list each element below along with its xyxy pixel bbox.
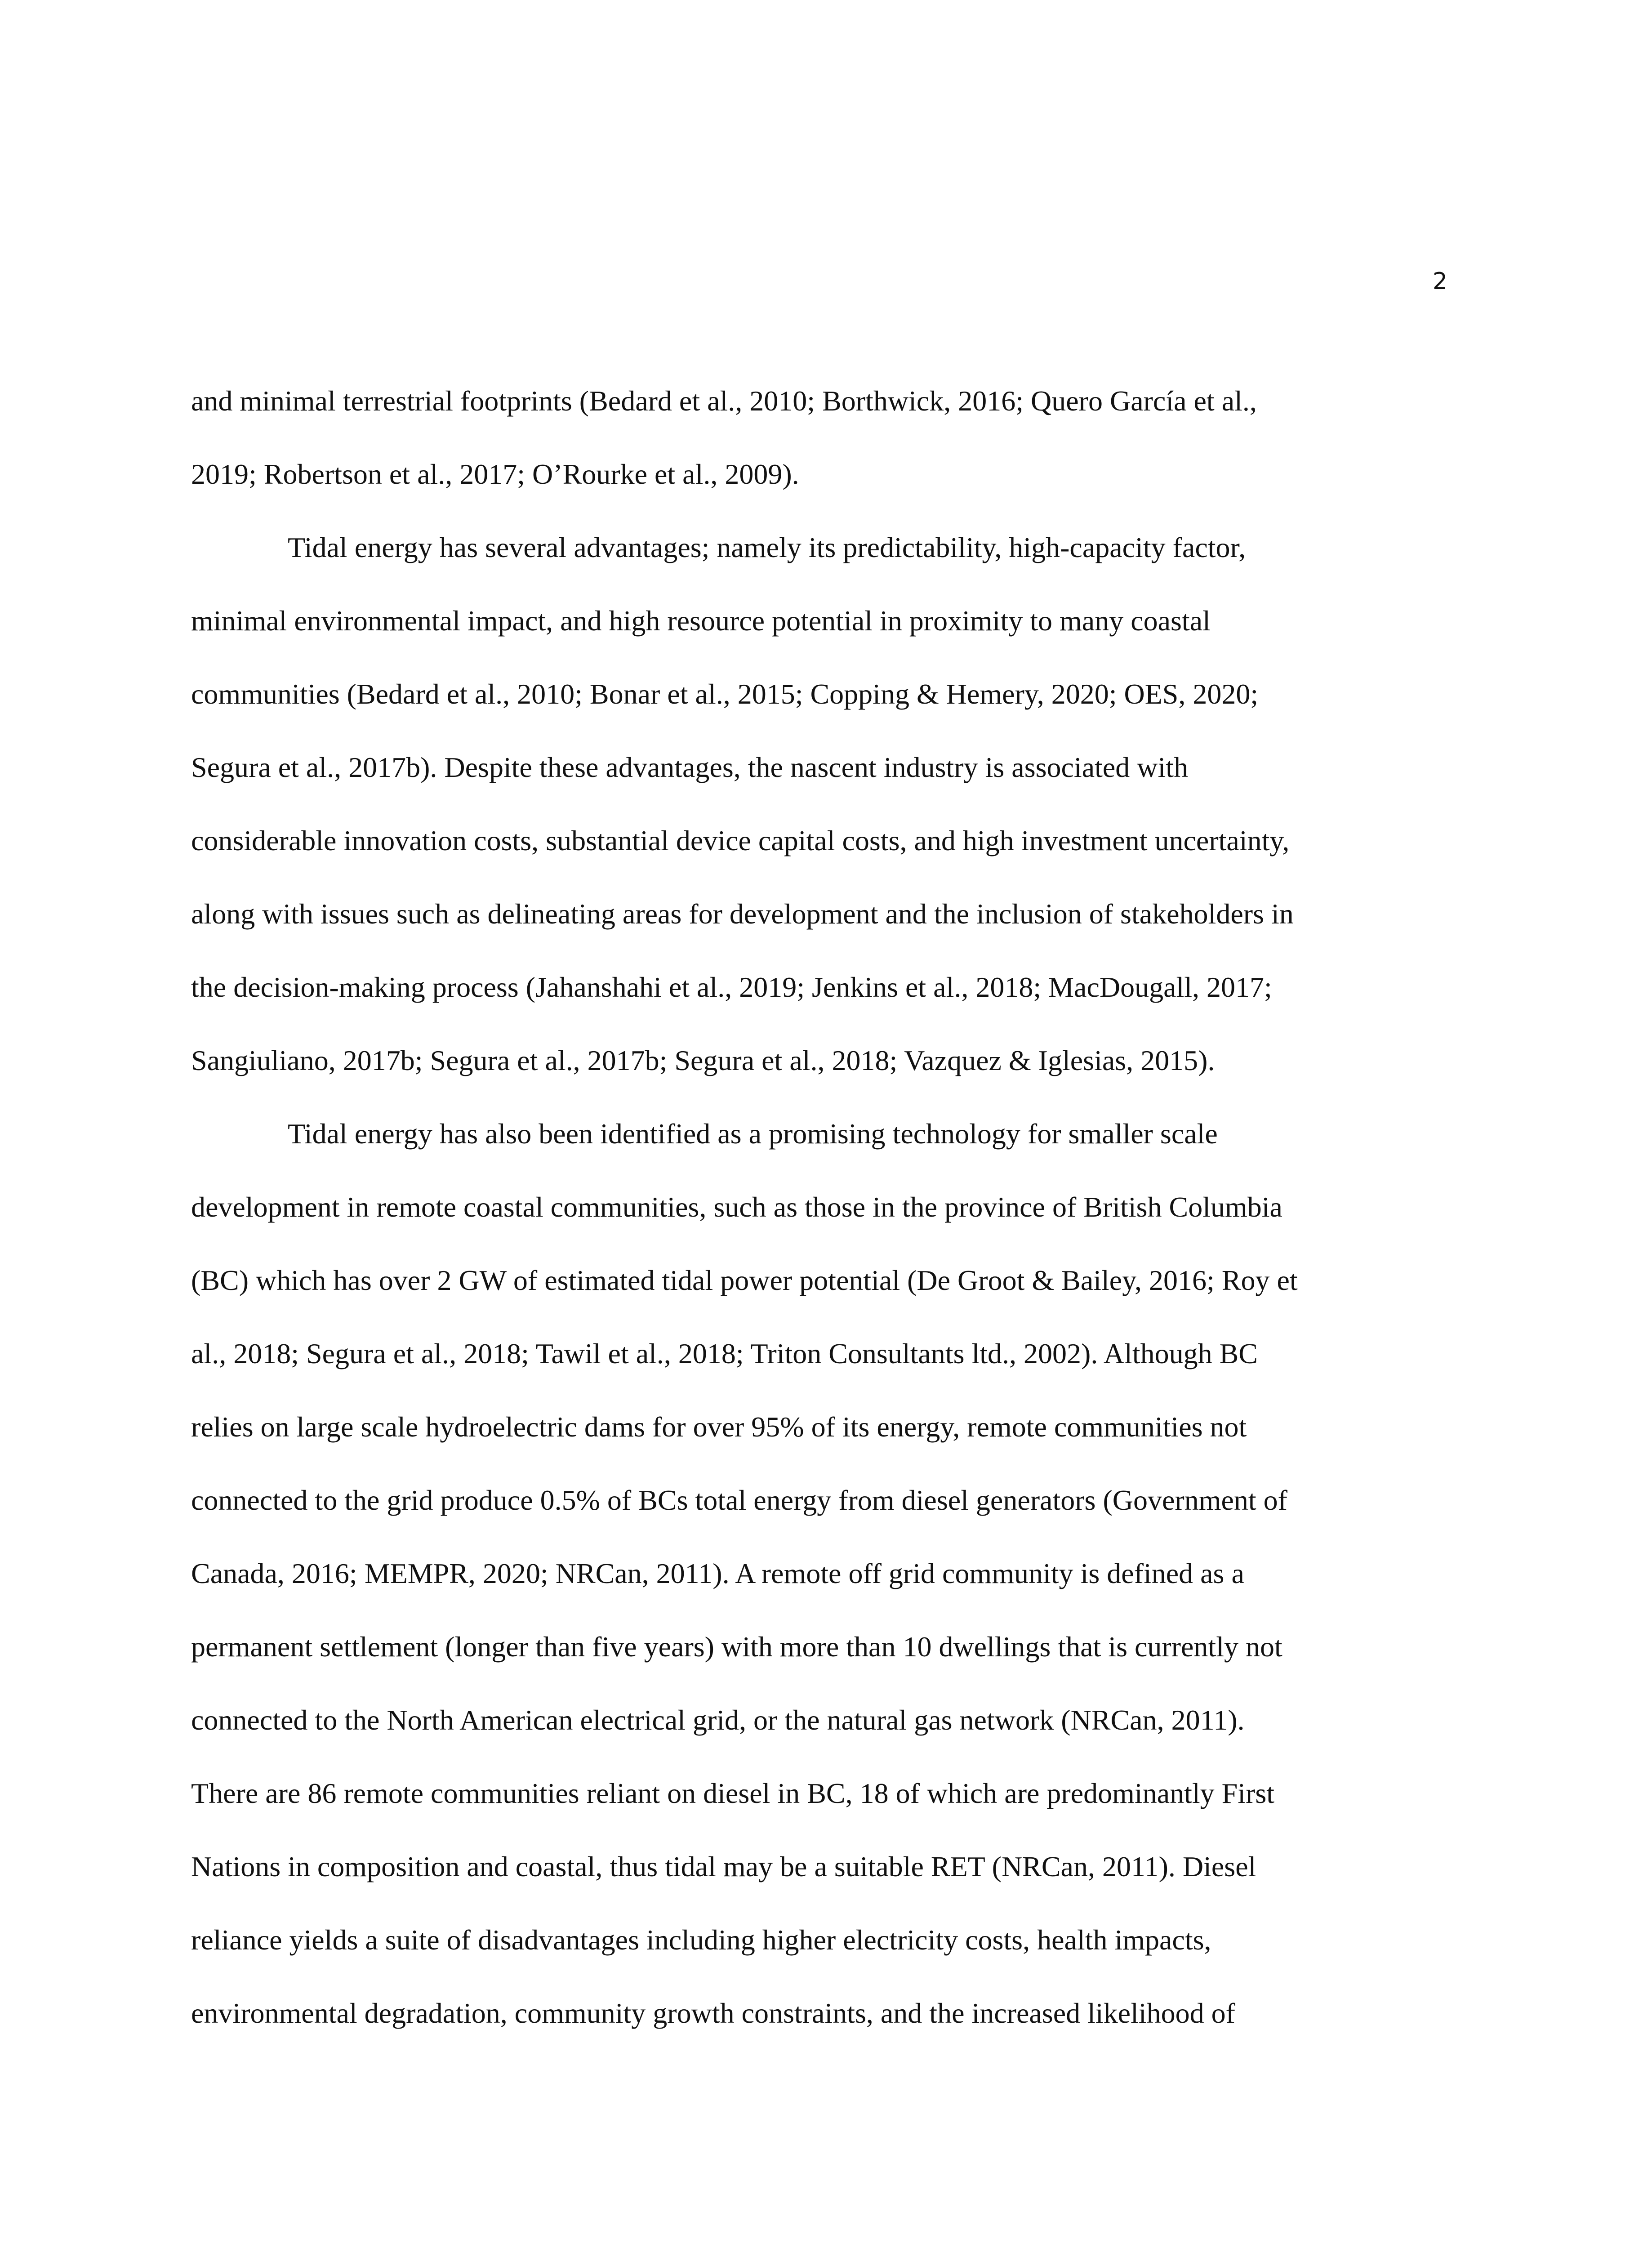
text-line: considerable innovation costs, substantial device capital costs, and high investment uncertainty, [191,825,1290,856]
text-line: There are 86 remote communities reliant on diesel in BC, 18 of which are predominantly First [191,1777,1275,1809]
text-line: permanent settlement (longer than five years) with more than 10 dwellings that is currently not [191,1631,1282,1663]
text-line: development in remote coastal communities, such as those in the province of British Columbia [191,1191,1282,1223]
text-line: communities (Bedard et al., 2010; Bonar et al., 2015; Copping & Hemery, 2020; OES, 2020; [191,678,1259,710]
text-line: Segura et al., 2017b). Despite these advantages, the nascent industry is associated with [191,751,1189,783]
text-line: relies on large scale hydroelectric dams for over 95% of its energy, remote communities not [191,1411,1247,1443]
text-line: 2019; Robertson et al., 2017; O’Rourke et al., 2009). [191,458,799,490]
text-line: Sangiuliano, 2017b; Segura et al., 2017b; Segura et al., 2018; Vazquez & Iglesias, 2015). [191,1044,1215,1076]
text-line: the decision-making process (Jahanshahi et al., 2019; Jenkins et al., 2018; MacDougall, 2017; [191,971,1272,1003]
text-line: connected to the grid produce 0.5% of BCs total energy from diesel generators (Government of [191,1484,1287,1516]
text-line: connected to the North American electrical grid, or the natural gas network (NRCan, 2011). [191,1704,1245,1736]
text-line: Nations in composition and coastal, thus tidal may be a suitable RET (NRCan, 2011). Diesel [191,1851,1256,1882]
text-line: along with issues such as delineating areas for development and the inclusion of stakeholders in [191,898,1294,930]
body-text [191,364,1450,2050]
text-line: and minimal terrestrial footprints (Bedard et al., 2010; Borthwick, 2016; Quero García et al., [191,385,1257,417]
text-line: minimal environmental impact, and high resource potential in proximity to many coastal [191,605,1211,637]
text-line: Canada, 2016; MEMPR, 2020; NRCan, 2011). A remote off grid community is defined as a [191,1557,1244,1589]
text-line: al., 2018; Segura et al., 2018; Tawil et al., 2018; Triton Consultants ltd., 2002). Although BC [191,1338,1258,1369]
text-line: (BC) which has over 2 GW of estimated tidal power potential (De Groot & Bailey, 2016; Roy et [191,1264,1298,1296]
text-line: environmental degradation, community growth constraints, and the increased likelihood of [191,1997,1235,2029]
text-line: Tidal energy has several advantages; namely its predictability, high-capacity factor, [288,531,1246,563]
text-line: reliance yields a suite of disadvantages including higher electricity costs, health impacts, [191,1924,1211,1956]
page-number: 2 [1432,268,1447,295]
text-line: Tidal energy has also been identified as a promising technology for smaller scale [288,1118,1218,1150]
